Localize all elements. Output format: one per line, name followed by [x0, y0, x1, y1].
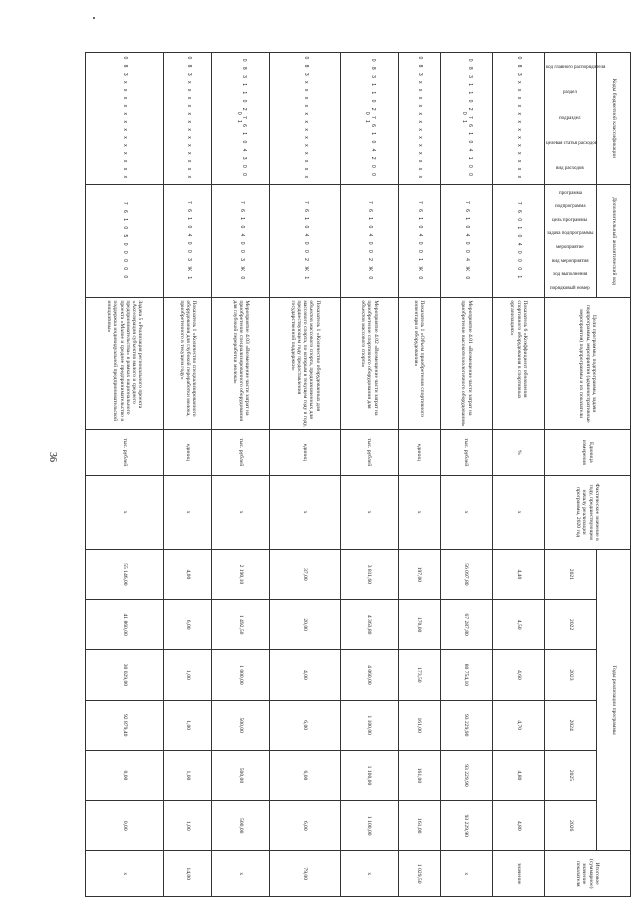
program-code-cell: 7 6 1 0 4 0 0 3 Ж 0 — [212, 184, 270, 298]
table-row — [340, 53, 398, 897]
budget-col-label: раздел — [563, 90, 578, 96]
value-cell: 4,40 — [492, 549, 544, 599]
table-row — [398, 53, 440, 897]
final-value-header: Итоговое (суммарное) значение показателя — [545, 851, 631, 897]
value-cell: 37,00 — [270, 549, 340, 599]
program-code-cell: 7 6 1 0 5 0 0 0 0 0 — [86, 184, 164, 298]
budget-col-label: целевая статья расходов — [546, 140, 598, 146]
actual-cell: x — [492, 475, 544, 549]
budget-code-cell: 0 8 3 x x x x x x x x x x x x x — [398, 53, 440, 185]
value-cell: 92 879,40 — [86, 700, 164, 750]
budget-code-cell: 0 8 3 1 1 0 2 7 6 1 0 4 2 0 0 0 1 — [340, 53, 398, 185]
budget-col-label: подраздел — [559, 115, 582, 121]
value-cell: 1 492,50 — [212, 600, 270, 650]
value-cell: 161,00 — [398, 750, 440, 800]
value-cell: 4,60 — [492, 650, 544, 700]
value-cell: 4,50 — [492, 600, 544, 650]
program-col-label: порядковый номер — [550, 285, 591, 291]
value-cell: 1 000,00 — [212, 650, 270, 700]
program-col-label: программа — [559, 190, 582, 196]
final-cell: x — [212, 851, 270, 897]
actual-cell: x — [398, 475, 440, 549]
value-cell: 500,00 — [212, 750, 270, 800]
unit-cell: единиц — [164, 430, 212, 475]
table-row — [440, 53, 492, 897]
value-cell: 1,00 — [164, 700, 212, 750]
row-name: Мероприятие 4.03 «Возмещение части затрат на приобретение специализированного оборудования для глубокой переработки молока» — [212, 298, 270, 430]
value-cell: 55 146,00 — [86, 549, 164, 599]
final-cell: x — [440, 851, 492, 897]
unit-cell: единиц — [398, 430, 440, 475]
program-codes-header: Дополнительный аналитический код — [597, 184, 631, 298]
years-header: Годы реализации программы — [597, 549, 631, 851]
value-cell: 4,70 — [492, 700, 544, 750]
budget-code-cell: 0 8 3 x x x x x x x x x x x x x — [86, 53, 164, 185]
program-col-label: задача подпрограммы — [547, 231, 594, 237]
year-header: 2023 — [545, 650, 597, 700]
value-cell: 4,80 — [492, 750, 544, 800]
final-cell: значение — [492, 851, 544, 897]
row-name: Показатель 1 «Количество специализированного оборудования для глубокой переработки молока, приобретенного в текущем году» — [164, 298, 212, 430]
program-code-cell: 7 6 1 0 4 0 0 3 Ж 1 — [164, 184, 212, 298]
value-cell: 41 860,00 — [86, 600, 164, 650]
rotated-table-wrapper — [85, 52, 631, 897]
value-cell: 161,00 — [398, 700, 440, 750]
value-cell: 93 229,90 — [440, 801, 492, 851]
unit-cell: тыс. рублей — [212, 430, 270, 475]
value-cell: 4 060,00 — [340, 650, 398, 700]
value-cell: 161,00 — [398, 801, 440, 851]
row-name: Показатель 1 «Количество оборудованных для объектов массового спорта, предназначенных для массового спорта, по которым в текущем году в году, предшествующем году предоставления государственной поддержки» — [270, 298, 340, 430]
year-header: 2024 — [545, 700, 597, 750]
row-name: Мероприятие 4.02 «Возмещение части затрат на приобретение спортивного оборудования для объектов массового спорта» — [340, 298, 398, 430]
row-name: Показатель 6 «Коэффициент обновления спортивного оборудования в спортивных организациях» — [492, 298, 544, 430]
value-cell: 4,00 — [270, 650, 340, 700]
program-code-cell: 7 6 0 1 0 4 0 0 0 1 — [492, 184, 544, 298]
unit-cell: тыс. рублей — [440, 430, 492, 475]
value-cell: 1,00 — [164, 801, 212, 851]
value-cell: 93 229,90 — [440, 700, 492, 750]
value-cell: 1 100,00 — [340, 700, 398, 750]
final-cell: 1 029,50 — [398, 851, 440, 897]
year-header: 2022 — [545, 600, 597, 650]
value-cell: 67 287,80 — [440, 600, 492, 650]
value-cell: 2 190,10 — [212, 549, 270, 599]
program-code-subheaders — [545, 184, 597, 298]
table-row — [270, 53, 340, 897]
value-cell: 4 363,80 — [340, 600, 398, 650]
final-cell: x — [340, 851, 398, 897]
actual-cell: x — [86, 475, 164, 549]
value-cell: 6,00 — [164, 600, 212, 650]
value-cell: 6,00 — [270, 750, 340, 800]
unit-cell: единиц — [270, 430, 340, 475]
program-col-label: цель программы — [552, 217, 589, 223]
budget-col-label: вид расходов — [556, 166, 585, 172]
budget-code-cell: 0 8 3 1 1 0 2 7 6 1 0 4 1 0 0 0 1 — [440, 53, 492, 185]
year-header: 2021 — [545, 549, 597, 599]
value-cell: 6,00 — [270, 801, 340, 851]
program-code-cell: 7 6 1 0 4 0 0 4 Ж 0 — [440, 184, 492, 298]
value-cell: 0,00 — [86, 750, 164, 800]
value-cell: 170,00 — [398, 600, 440, 650]
row-name: Показатель 1 «Объем приобретения спортивного инвентаря и оборудования» — [398, 298, 440, 430]
value-cell: 20,00 — [270, 600, 340, 650]
budget-code-subheaders — [545, 53, 606, 185]
final-cell: 14,00 — [164, 851, 212, 897]
actual-cell: x — [440, 475, 492, 549]
budget-code-cell: 0 8 3 x x x x x x x x x x x x x — [164, 53, 212, 185]
unit-cell: тыс. рублей — [86, 430, 164, 475]
value-cell: 56 097,80 — [440, 549, 492, 599]
budget-col-label: код главного распорядителя — [546, 64, 606, 70]
table-row — [212, 53, 270, 897]
value-cell: 4,80 — [492, 801, 544, 851]
value-cell: 3 811,60 — [340, 549, 398, 599]
budget-codes-header: Коды бюджетной классификации — [597, 53, 631, 185]
value-cell: 500,00 — [212, 801, 270, 851]
actual-cell: x — [340, 475, 398, 549]
actual-cell: x — [212, 475, 270, 549]
year-header: 2025 — [545, 750, 597, 800]
actual-value-header: Фактическое значение в году, предшествующем началу реализации программы, 2020 год — [545, 475, 631, 549]
value-cell: 6,00 — [270, 700, 340, 750]
value-cell: 4,00 — [164, 549, 212, 599]
program-col-label: подпрограмма — [555, 204, 586, 210]
table-row — [86, 53, 164, 897]
row-name: Задача 5 «Реализация регионального проекта «Акселерация субъектов малого и среднего предпринимательства» в рамках национального проекта «Малое и среднее предпринимательство и поддержка индивидуальной предпринимательской инициативы» — [86, 298, 164, 430]
scan-speck — [93, 17, 95, 19]
budget-code-cell: 0 8 3 x x x x x x x x x x x x x — [492, 53, 544, 185]
value-cell: 197,00 — [398, 549, 440, 599]
value-cell: 1,00 — [164, 650, 212, 700]
unit-header: Единица измерения — [545, 430, 631, 475]
actual-cell: x — [164, 475, 212, 549]
program-code-cell: 7 6 1 0 4 0 0 2 Ж 0 — [340, 184, 398, 298]
value-cell: 173,50 — [398, 650, 440, 700]
unit-cell: тыс. рублей — [340, 430, 398, 475]
page-number: 36 — [47, 452, 58, 462]
value-cell: 93 229,90 — [440, 750, 492, 800]
value-cell: 1 100,00 — [340, 801, 398, 851]
table-row — [492, 53, 544, 897]
program-code-cell: 7 6 1 0 4 0 0 2 Ж 1 — [270, 184, 340, 298]
year-header: 2026 — [545, 801, 597, 851]
actual-cell: x — [270, 475, 340, 549]
program-col-label: вид мероприятия — [552, 258, 589, 264]
program-col-label: мероприятие — [556, 244, 585, 250]
value-cell: 1 100,00 — [340, 750, 398, 800]
final-cell: 79,00 — [270, 851, 340, 897]
table-row — [164, 53, 212, 897]
value-cell: 0,00 — [86, 801, 164, 851]
budget-code-cell: 0 8 3 x x x x x x x x x x x x x — [270, 53, 340, 185]
final-cell: x — [86, 851, 164, 897]
name-header: Цели программы, подпрограммы, задачи подпрограммы, мероприятия (административные мероприятия) подпрограммы и их показатели — [545, 298, 631, 430]
program-col-label: ход выполнения — [553, 272, 588, 278]
program-indicators-table — [85, 52, 631, 897]
unit-cell: % — [492, 430, 544, 475]
value-cell: 30 029,00 — [86, 650, 164, 700]
row-name: Мероприятие 4.01 «Возмещение части затрат на приобретение высокотехнологичного оборудования» — [440, 298, 492, 430]
value-cell: 1,00 — [164, 750, 212, 800]
program-code-cell: 7 6 1 0 4 0 0 1 Ж 0 — [398, 184, 440, 298]
budget-code-cell: 0 8 3 1 1 0 2 7 6 1 0 4 3 0 0 0 1 — [212, 53, 270, 185]
value-cell: 80 754,10 — [440, 650, 492, 700]
value-cell: 500,00 — [212, 700, 270, 750]
